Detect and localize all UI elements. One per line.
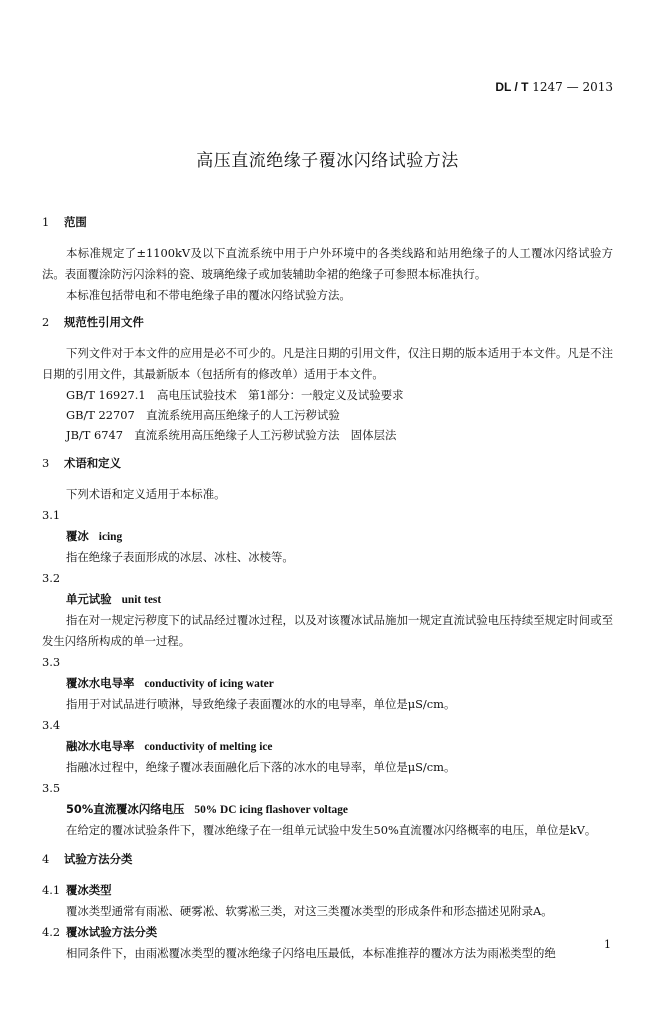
section-3-paragraph-1: 下列术语和定义适用于本标准。 bbox=[66, 487, 226, 501]
section-2-heading: 2 规范性引用文件 bbox=[42, 315, 144, 329]
document-code-number: 1247 — 2013 bbox=[532, 80, 613, 94]
term-name: 覆冰 icing bbox=[66, 529, 123, 543]
section-4-heading: 4 试验方法分类 bbox=[42, 852, 133, 866]
term-number: 3.2 bbox=[42, 571, 61, 585]
term-definition: 指在绝缘子表面形成的冰层、冰柱、冰棱等。 bbox=[66, 550, 294, 564]
term-definition: 指用于对试品进行喷淋，导致绝缘子表面覆冰的水的电导率，单位是μS/cm。 bbox=[66, 697, 456, 711]
document-body bbox=[42, 212, 613, 964]
subsection-4-1-text: 覆冰类型通常有雨凇、硬雾凇、软雾凇三类，对这三类覆冰类型的形成条件和形态描述见附录A。 bbox=[66, 904, 553, 918]
page-number: 1 bbox=[604, 938, 611, 951]
term-definition: 指融冰过程中，绝缘子覆冰表面融化后下落的冰水的电导率，单位是μS/cm。 bbox=[66, 760, 456, 774]
reference-item: GB/T 16927.1 高电压试验技术 第1部分：一般定义及试验要求 bbox=[66, 388, 404, 402]
document-code bbox=[495, 80, 613, 94]
subsection-4-1-heading: 4.1 覆冰类型 bbox=[42, 883, 112, 897]
term-number: 3.4 bbox=[42, 718, 61, 732]
term-name: 50%直流覆冰闪络电压 50% DC icing flashover voltage bbox=[66, 802, 348, 816]
reference-item: JB/T 6747 直流系统用高压绝缘子人工污秽试验方法 固体层法 bbox=[66, 428, 397, 442]
term-number: 3.1 bbox=[42, 508, 61, 522]
term-number: 3.5 bbox=[42, 781, 61, 795]
term-name: 单元试验 unit test bbox=[66, 592, 162, 606]
document-title: 高压直流绝缘子覆冰闪络试验方法 bbox=[196, 151, 459, 171]
section-1-paragraph-1: 本标准规定了±1100kV及以下直流系统中用于户外环境中的各类线路和站用绝缘子的人工覆冰闪络试验方法。表面覆涂防污闪涂料的瓷、玻璃绝缘子或加装辅助伞裙的绝缘子可参照本标准执行。 bbox=[42, 246, 613, 281]
subsection-4-2-text: 相同条件下，由雨凇覆冰类型的覆冰绝缘子闪络电压最低，本标准推荐的覆冰方法为雨凇类型的绝 bbox=[66, 946, 556, 960]
section-1-paragraph-2: 本标准包括带电和不带电绝缘子串的覆冰闪络试验方法。 bbox=[66, 288, 351, 302]
section-1-heading: 1 范围 bbox=[42, 215, 87, 229]
term-definition: 指在对一规定污秽度下的试品经过覆冰过程，以及对该覆冰试品施加一规定直流试验电压持续至规定时间或至发生闪络所构成的单一过程。 bbox=[42, 613, 613, 648]
reference-item: GB/T 22707 直流系统用高压绝缘子的人工污秽试验 bbox=[66, 408, 340, 422]
subsection-4-2-heading: 4.2 覆冰试验方法分类 bbox=[42, 925, 158, 939]
section-2-paragraph-1: 下列文件对于本文件的应用是必不可少的。凡是注日期的引用文件，仅注日期的版本适用于本文件。凡是不注日期的引用文件，其最新版本（包括所有的修改单）适用于本文件。 bbox=[42, 346, 613, 381]
term-name: 融冰水电导率 conductivity of melting ice bbox=[66, 739, 273, 753]
term-name: 覆冰水电导率 conductivity of icing water bbox=[66, 676, 274, 690]
term-definition: 在给定的覆冰试验条件下，覆冰绝缘子在一组单元试验中发生50%直流覆冰闪络概率的电压，单位是kV。 bbox=[66, 823, 597, 837]
document-code-prefix: DL / T bbox=[495, 80, 529, 94]
term-number: 3.3 bbox=[42, 655, 61, 669]
section-3-heading: 3 术语和定义 bbox=[42, 456, 121, 470]
